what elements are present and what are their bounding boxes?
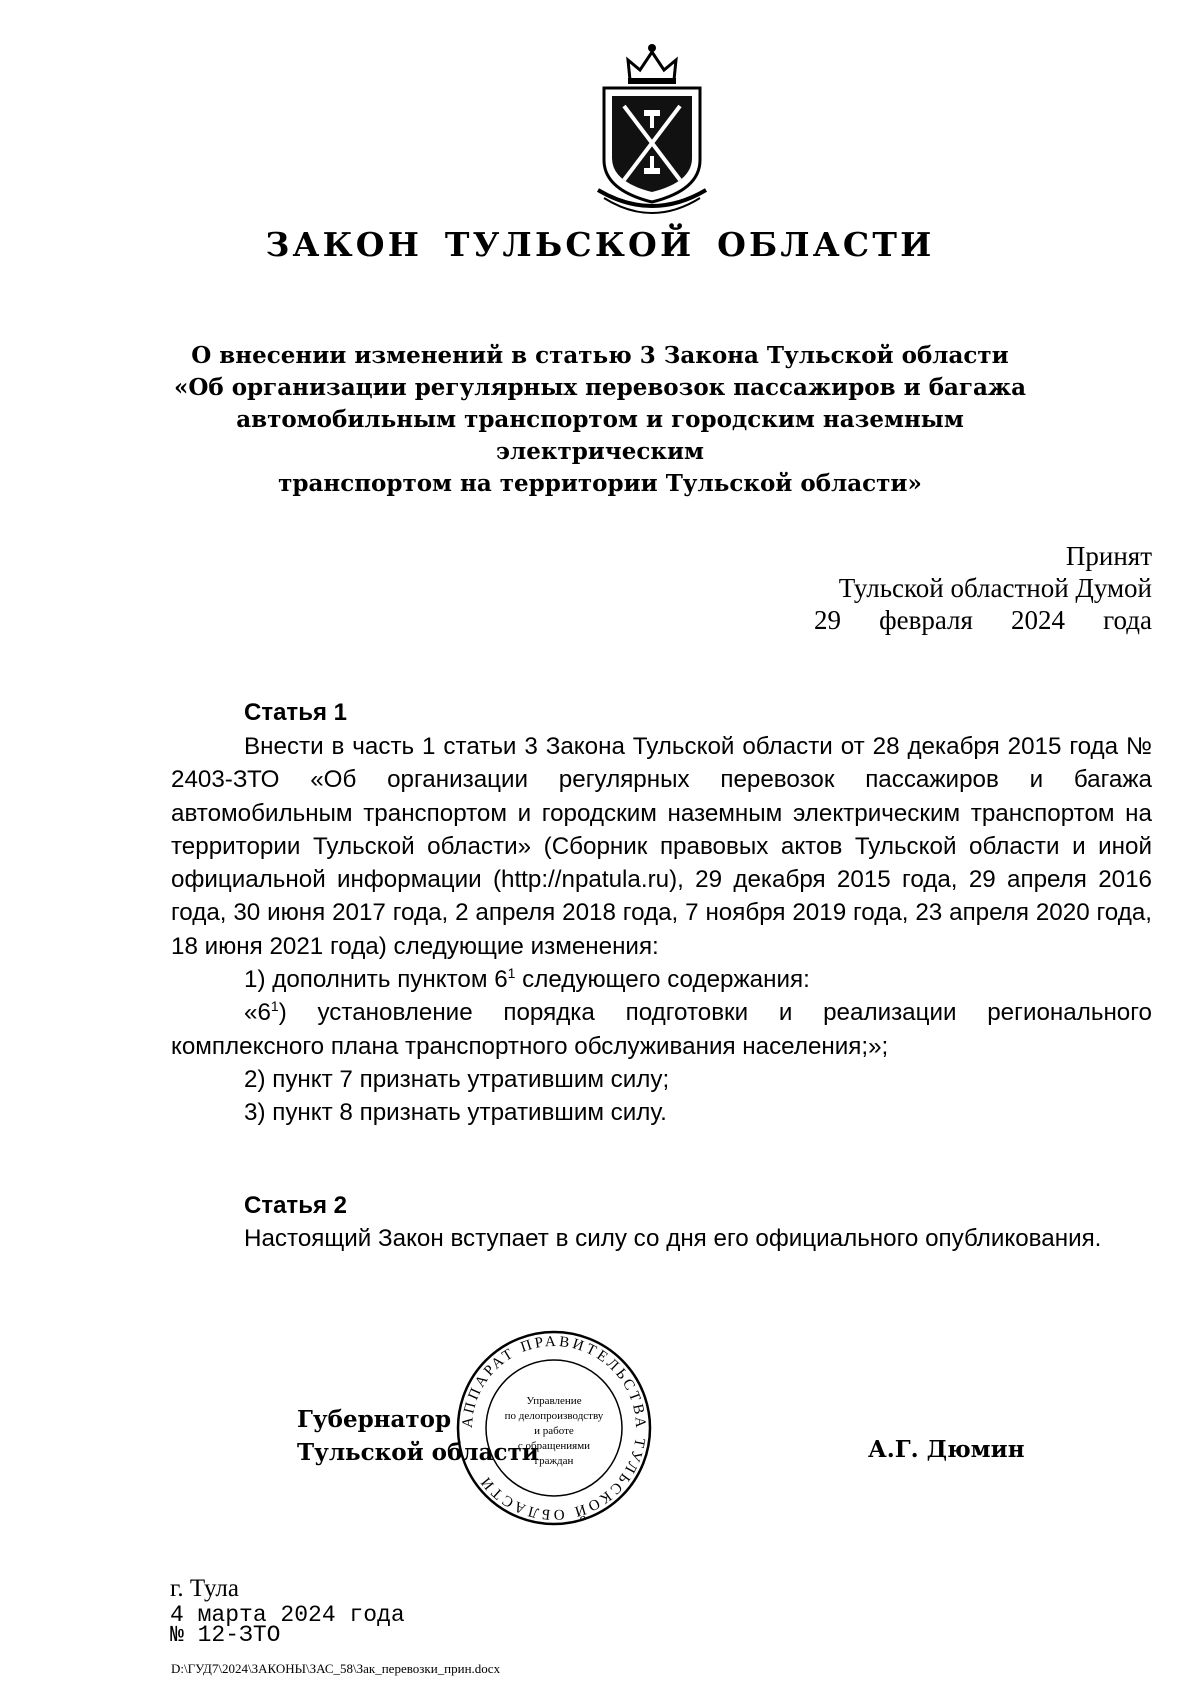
file-path: D:\ГУД7\2024\ЗАКОНЫ\ЗАС_58\Зак_перевозки_прин.docx xyxy=(171,1661,501,1676)
signer-title xyxy=(297,1403,539,1469)
stamp-center-line: Управление xyxy=(526,1395,582,1407)
adoption-day: 29 xyxy=(814,605,841,635)
adoption-year-word: года xyxy=(1103,605,1152,635)
signing-date: 4 марта 2024 года xyxy=(170,1602,405,1628)
adoption-month: февраля xyxy=(879,605,973,635)
coat-of-arms-emblem xyxy=(590,40,714,216)
law-number: № 12-ЗТО xyxy=(170,1622,281,1648)
signing-place: г. Тула xyxy=(170,1575,239,1602)
stamp-ring-text: АППАРАТ ПРАВИТЕЛЬСТВА ТУЛЬСКОЙ ОБЛАСТИ xyxy=(459,1333,649,1523)
article-1-item-2: 2) пункт 7 признать утратившим силу; xyxy=(244,1065,670,1093)
law-title: ЗАКОН ТУЛЬСКОЙ ОБЛАСТИ xyxy=(265,225,935,264)
stamp-center-line: граждан xyxy=(534,1455,574,1467)
article-2-body xyxy=(171,1222,1152,1255)
article-1-intro: Внести в часть 1 статьи 3 Закона Тульской области от 28 декабря 2015 года № 2403-ЗТО «Об организации регулярных перевозок пассажиров и багажа автомобильным транспортом и городским наземным электрическим транспортом на территории Тульской области» (Сборник правовых актов Тульской области и иной официальной информации (http://npatula.ru), 29 декабря 2015 года, 29 апреля 2016 года, 30 июня 2017 года, 2 апреля 2018 года, 7 ноября 2019 года, 23 апреля 2020 года, 18 июня 2021 года) следующие изменения: xyxy=(171,733,1152,960)
adoption-date xyxy=(814,604,1152,636)
adoption-line-2: Тульской областной Думой xyxy=(838,573,1152,603)
stamp-center-line: по делопроизводству xyxy=(504,1410,604,1422)
adoption-line-1: Принят xyxy=(1065,541,1152,571)
subject-line: транспортом на территории Тульской области» xyxy=(278,470,922,497)
signer-title-line-2: Тульской области xyxy=(297,1439,539,1466)
article-1-heading: Статья 1 xyxy=(244,699,347,726)
article-1-item-1: 1) дополнить пунктом $6^1$ следующего содержания: xyxy=(244,965,810,994)
subject-line: О внесении изменений в статью 3 Закона Тульской области xyxy=(191,342,1009,369)
article-1-quote: «$6^1$) установление порядка подготовки и реализации регионального комплексного плана транспортного обслуживания населения;»; xyxy=(171,998,1152,1060)
adoption-block xyxy=(814,540,1152,636)
subject-line: «Об организации регулярных перевозок пассажиров и багажа xyxy=(173,374,1027,401)
adoption-year: 2024 xyxy=(1011,605,1066,635)
article-1-body xyxy=(171,730,1152,1130)
signer-title-line-1: Губернатор xyxy=(297,1406,452,1433)
article-2-text: Настоящий Закон вступает в силу со дня его официального опубликования. xyxy=(244,1225,1102,1252)
stamp-center-line: с обращениями xyxy=(517,1440,591,1452)
article-2-heading: Статья 2 xyxy=(244,1192,347,1219)
article-1-item-3: 3) пункт 8 признать утратившим силу. xyxy=(244,1099,667,1127)
subject-line: автомобильным транспортом и городским наземным электрическим xyxy=(236,406,964,465)
law-subject xyxy=(150,340,1050,500)
stamp-center-line: и работе xyxy=(534,1425,574,1437)
signer-name: А.Г. Дюмин xyxy=(868,1436,1025,1463)
